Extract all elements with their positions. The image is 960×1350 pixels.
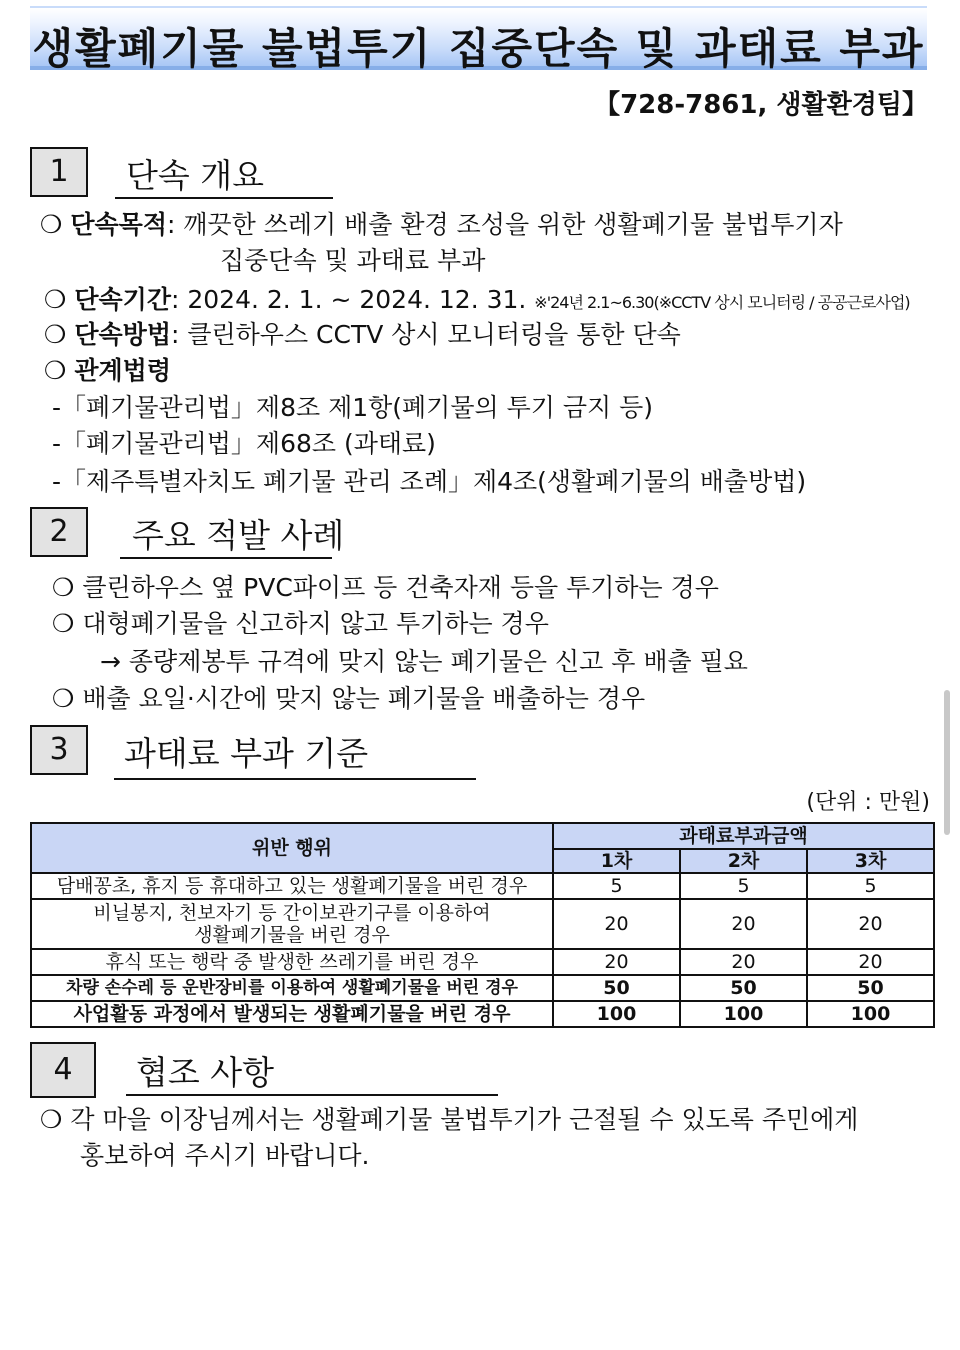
table-row [31, 899, 934, 949]
page-title: 생활폐기물 불법투기 집중단속 및 과태료 부과 [32, 24, 925, 73]
col-header-3rd: 3차 [807, 849, 934, 873]
action-cell: 차량 손수레 등 운반장비를 이용하여 생활폐기물을 버린 경우 [31, 975, 553, 1001]
method-line [44, 318, 681, 352]
purpose-label: 단속목적 [70, 210, 167, 239]
case-item: ❍ 대형폐기물을 신고하지 않고 투기하는 경우 [52, 609, 549, 638]
table-row [31, 873, 934, 899]
fine-3rd: 20 [807, 949, 934, 975]
section-3-title: 과태료 부과 기준 [124, 734, 369, 773]
title-banner [30, 6, 927, 73]
law-item: -「제주특별자치도 폐기물 관리 조례」제4조(생활폐기물의 배출방법) [52, 467, 807, 496]
section-2-title: 주요 적발 사례 [132, 516, 345, 555]
section-1-number: 1 [30, 147, 88, 197]
section-2-underline [120, 557, 332, 559]
section-3-number: 3 [30, 725, 88, 775]
section-1-underline [115, 197, 333, 199]
law-item: -「폐기물관리법」제68조 (과태료) [52, 429, 436, 458]
table-row [31, 1001, 934, 1027]
col-header-amount: 과태료부과금액 [553, 823, 934, 849]
fine-3rd: 5 [807, 873, 934, 899]
purpose-line [40, 208, 843, 242]
case-item: ❍ 클린하우스 옆 PVC파이프 등 건축자재 등을 투기하는 경우 [52, 573, 719, 602]
cooperation-text: ❍ 각 마을 이장님께서는 생활폐기물 불법투기가 근절될 수 있도록 주민에게 [40, 1105, 859, 1134]
fine-1st: 20 [553, 899, 680, 949]
law-item: -「폐기물관리법」제8조 제1항(폐기물의 투기 금지 등) [52, 393, 653, 422]
bullet: ❍ [44, 320, 67, 349]
fine-2nd: 20 [680, 949, 807, 975]
bullet: ❍ [40, 210, 63, 239]
bullet: ❍ [44, 356, 67, 385]
col-header-action: 위반 행위 [31, 823, 553, 873]
case-subitem: → 종량제봉투 규격에 맞지 않는 폐기물은 신고 후 배출 필요 [100, 647, 748, 676]
method-text: : 클린하우스 CCTV 상시 모니터링을 통한 단속 [170, 320, 681, 349]
fine-1st: 50 [553, 975, 680, 1001]
action-line: 생활폐기물을 버린 경우 [194, 924, 390, 946]
section-4-underline [126, 1094, 498, 1096]
section-4-number: 4 [30, 1042, 96, 1098]
case-item: ❍ 배출 요일·시간에 맞지 않는 폐기물을 배출하는 경우 [52, 684, 646, 713]
action-line: 비닐봉지, 천보자기 등 간이보관기구를 이용하여 [93, 902, 491, 924]
fine-2nd: 20 [680, 899, 807, 949]
fine-1st: 100 [553, 1001, 680, 1027]
fine-table [30, 822, 935, 1028]
period-text: : 2024. 2. 1. ~ 2024. 12. 31. [170, 285, 527, 314]
method-label: 단속방법 [74, 320, 171, 349]
period-label: 단속기간 [74, 285, 171, 314]
fine-2nd: 5 [680, 873, 807, 899]
fine-2nd: 50 [680, 975, 807, 1001]
action-cell [31, 899, 553, 949]
scrollbar[interactable] [944, 690, 950, 835]
section-4-title: 협조 사항 [136, 1053, 275, 1092]
action-cell: 사업활동 과정에서 발생되는 생활폐기물을 버린 경우 [31, 1001, 553, 1027]
section-1-title: 단속 개요 [126, 156, 265, 195]
period-line [44, 283, 910, 320]
action-cell: 담배꽁초, 휴지 등 휴대하고 있는 생활폐기물을 버린 경우 [31, 873, 553, 899]
purpose-text-cont: 집중단속 및 과태료 부과 [220, 246, 486, 275]
law-label: 관계법령 [74, 356, 171, 385]
bullet: ❍ [44, 285, 67, 314]
action-cell: 휴식 또는 행락 중 발생한 쓰레기를 버린 경우 [31, 949, 553, 975]
fine-1st: 20 [553, 949, 680, 975]
fine-2nd: 100 [680, 1001, 807, 1027]
fine-3rd: 100 [807, 1001, 934, 1027]
unit-label: (단위 : 만원) [806, 790, 930, 815]
law-heading [44, 354, 171, 388]
purpose-text: : 깨끗한 쓰레기 배출 환경 조성을 위한 생활폐기물 불법투기자 [166, 210, 843, 239]
cooperation-text-cont: 홍보하여 주시기 바랍니다. [80, 1141, 370, 1170]
section-3-underline [114, 778, 476, 780]
table-row [31, 949, 934, 975]
col-header-1st: 1차 [553, 849, 680, 873]
fine-1st: 5 [553, 873, 680, 899]
table-row [31, 975, 934, 1001]
fine-3rd: 50 [807, 975, 934, 1001]
col-header-2nd: 2차 [680, 849, 807, 873]
period-note: ※'24년 2.1~6.30(※CCTV 상시 모니터링 / 공공근로사업) [534, 293, 910, 312]
fine-3rd: 20 [807, 899, 934, 949]
section-2-number: 2 [30, 507, 88, 557]
contact-info: 【728-7861, 생활환경팀】 [594, 90, 928, 120]
